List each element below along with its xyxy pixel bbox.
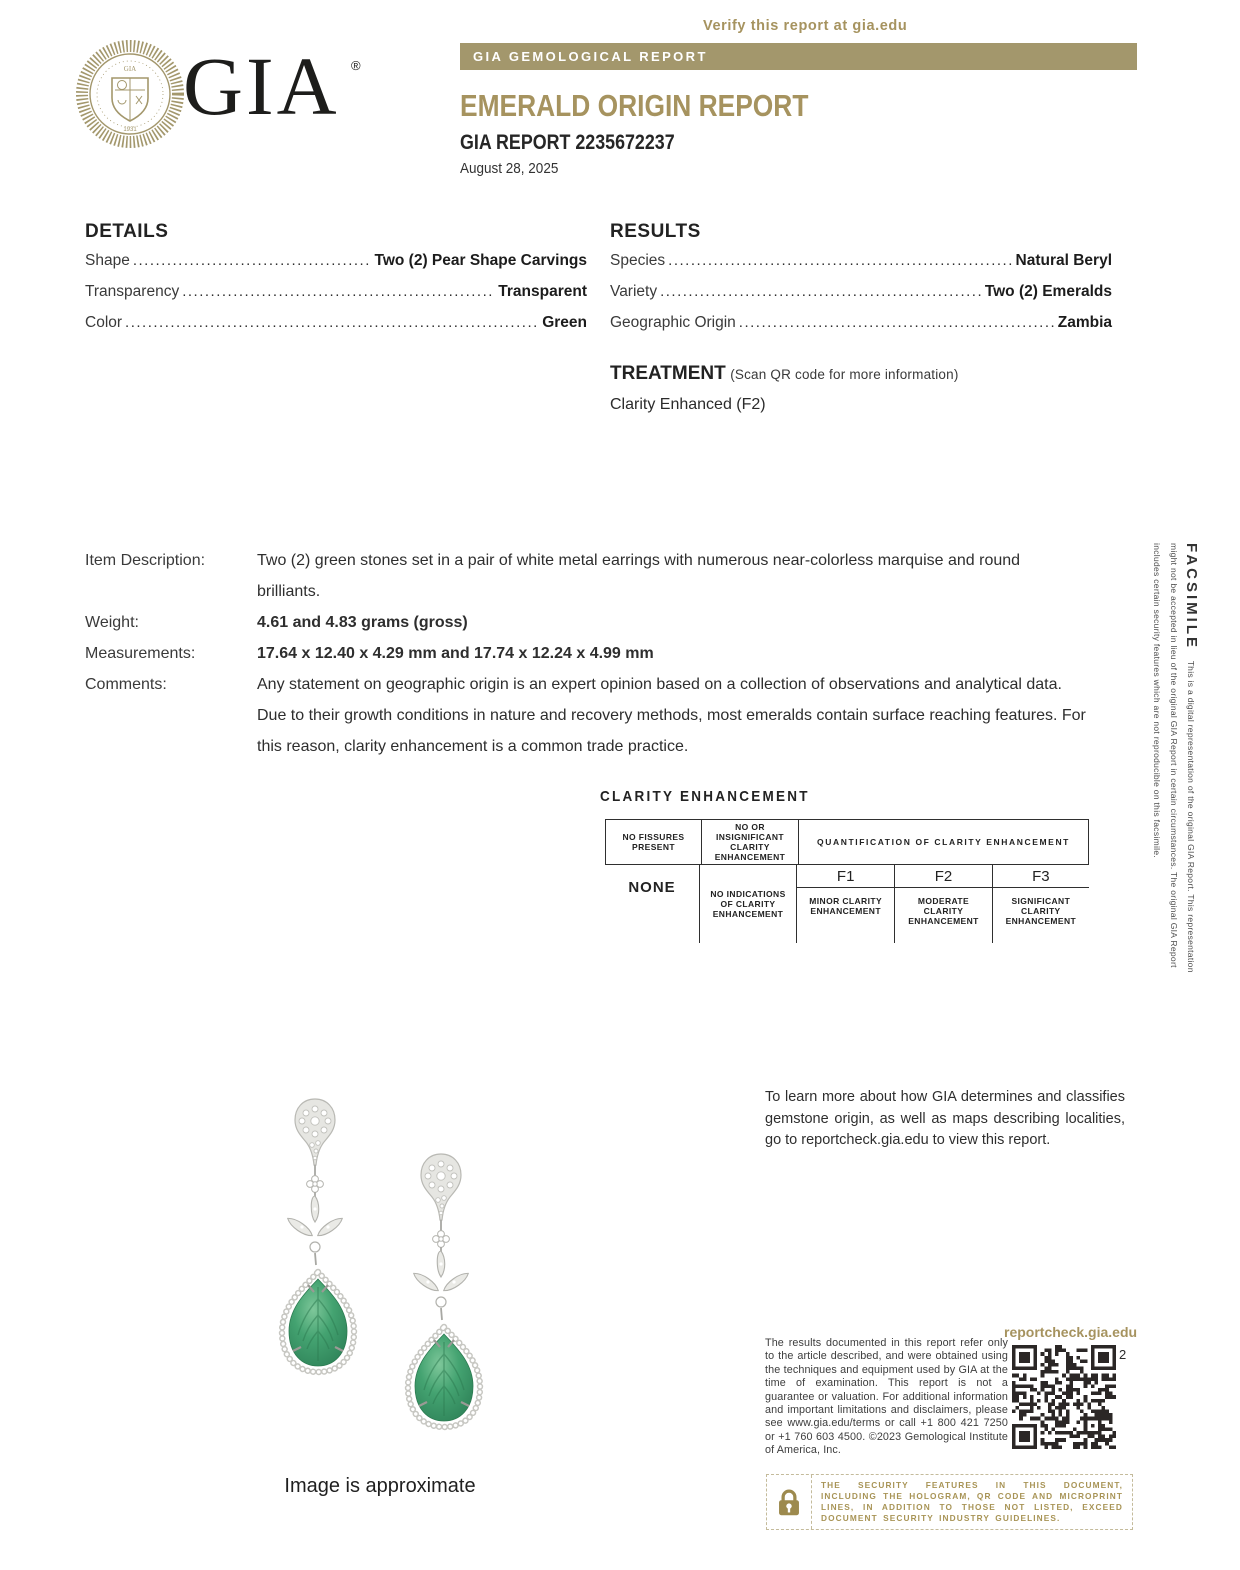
lock-icon [767, 1475, 812, 1529]
result-value: Two (2) Emeralds [984, 283, 1112, 300]
cell-no-insignificant: NO OR INSIGNIFICANT CLARITY ENHANCEMENT [701, 820, 798, 864]
grade-label: SIGNIFICANT CLARITY ENHANCEMENT [1005, 896, 1077, 926]
item-value: Any statement on geographic origin is an expert opinion based on a collection of observations and analytical data. Due to their growth conditions in nature and recovery methods, most emeralds contain surface reaching features. For this reason, clarity enhancement is a common trade practice. [257, 676, 1086, 755]
qr-code [1012, 1345, 1116, 1449]
item-description-section [85, 545, 1125, 762]
earrings-photo [230, 1075, 560, 1515]
item-label: Comments: [85, 676, 167, 693]
item-label: Measurements: [85, 645, 196, 662]
results-section [610, 221, 1112, 345]
result-row-origin [610, 314, 1112, 345]
gia-wordmark: GIA [183, 40, 340, 132]
grade-f3 [992, 865, 1089, 943]
disclaimer-text: The results documented in this report refer only to the article described, and were obtained using the techniques and equipment used by GIA at the time of examination. This report is not a guarantee or valuation. For additional information and important limitations and disclaimers, please see www.gia.edu/terms or call +1 800 421 7250 or +1 760 603 4500. ©2023 Gemological Institute of America, Inc. [765, 1337, 1008, 1457]
result-label: Variety [610, 283, 658, 300]
item-row-weight [85, 607, 1125, 638]
cell-no-fissures: NO FISSURES PRESENT [622, 832, 685, 852]
clarity-table-title: CLARITY ENHANCEMENT [600, 788, 810, 805]
seal-year-text: 1931 [123, 127, 137, 133]
details-section [85, 221, 587, 345]
item-row-description [85, 545, 1125, 607]
results-heading: RESULTS [610, 221, 701, 242]
result-row-variety [610, 283, 1112, 314]
report-title: EMERALD ORIGIN REPORT [460, 88, 809, 123]
grade-label: MINOR CLARITY ENHANCEMENT [809, 896, 883, 916]
detail-row-transparency [85, 283, 587, 314]
registered-mark: ® [351, 58, 361, 73]
treatment-value: Clarity Enhanced (F2) [610, 396, 766, 413]
cell-no-indications: NO INDICATIONS OF CLARITY ENHANCEMENT [700, 865, 797, 943]
verify-report-link: Verify this report at gia.edu [703, 18, 908, 34]
security-features-box [766, 1474, 1133, 1530]
image-caption: Image is approximate [284, 1475, 476, 1497]
grade-code: F1 [797, 865, 894, 888]
result-label: Geographic Origin [610, 314, 736, 331]
clarity-table-body-row [605, 865, 1089, 943]
seal-gia-text: GIA [123, 65, 137, 73]
detail-value: Transparent [498, 283, 587, 300]
detail-label: Transparency [85, 283, 180, 300]
dot-leader [133, 252, 372, 270]
result-label: Species [610, 252, 666, 269]
dot-leader [739, 314, 1055, 332]
report-date: August 28, 2025 [460, 160, 559, 177]
detail-label: Color [85, 314, 123, 331]
facsimile-word: FACSIMILE [1183, 543, 1200, 651]
report-number: GIA REPORT 2235672237 [460, 131, 675, 154]
page-number: 2 [1119, 1347, 1127, 1362]
clarity-table-header-row [605, 819, 1089, 865]
facsimile-sidebar [1148, 543, 1200, 995]
clarity-enhancement-table [605, 819, 1089, 943]
facsimile-body: This is a digital representation of the original GIA Report. This representation might not be accepted in lieu of the original GIA Report in certain circumstances. The original GIA Report includes certain security features which are not reproducible on this facsimile. [1152, 543, 1196, 973]
detail-value: Green [542, 314, 587, 331]
treatment-section [610, 363, 959, 414]
item-value: Two (2) green stones set in a pair of white metal earrings with numerous near-colorless marquise and round brilliants. [257, 552, 1021, 600]
grade-code: F3 [993, 865, 1089, 888]
result-value: Zambia [1057, 314, 1112, 331]
item-label: Weight: [85, 614, 139, 631]
item-value: 4.61 and 4.83 grams (gross) [257, 614, 468, 631]
gia-seal-logo [74, 38, 186, 150]
treatment-note: (Scan QR code for more information) [730, 367, 959, 382]
treatment-heading: TREATMENT [610, 363, 726, 384]
dot-leader [668, 252, 1012, 270]
security-note-text: THE SECURITY FEATURES IN THIS DOCUMENT, INCLUDING THE HOLOGRAM, QR CODE AND MICROPRINT LINES, IN ADDITION TO THOSE NOT LISTED, EXCEED DOCUMENT SECURITY INDUSTRY GUIDELINES. [821, 1480, 1123, 1523]
detail-value: Two (2) Pear Shape Carvings [374, 252, 587, 269]
details-heading: DETAILS [85, 221, 169, 242]
item-value: 17.64 x 12.40 x 4.29 mm and 17.74 x 12.24 x 4.99 mm [257, 645, 654, 662]
detail-label: Shape [85, 252, 130, 269]
result-row-species [610, 252, 1112, 283]
result-value: Natural Beryl [1015, 252, 1112, 269]
detail-row-color [85, 314, 587, 345]
dot-leader [125, 314, 539, 332]
detail-row-shape [85, 252, 587, 283]
grade-label: MODERATE CLARITY ENHANCEMENT [908, 896, 979, 926]
learn-more-text: To learn more about how GIA determines and classifies gemstone origin, as well as maps describing localities, go to reportcheck.gia.edu to view this report. [765, 1089, 1125, 1148]
item-label: Item Description: [85, 552, 206, 569]
cell-none: NONE [605, 865, 700, 943]
item-row-measurements [85, 638, 1125, 669]
item-row-comments [85, 669, 1125, 762]
dot-leader [660, 283, 982, 301]
grade-code: F2 [895, 865, 991, 888]
reportcheck-url: reportcheck.gia.edu [1004, 1324, 1138, 1340]
grade-f1 [797, 865, 894, 943]
dot-leader [182, 283, 495, 301]
cell-quantification: QUANTIFICATION OF CLARITY ENHANCEMENT [798, 820, 1088, 864]
grade-f2 [894, 865, 991, 943]
report-type-banner: GIA GEMOLOGICAL REPORT [460, 43, 1137, 70]
